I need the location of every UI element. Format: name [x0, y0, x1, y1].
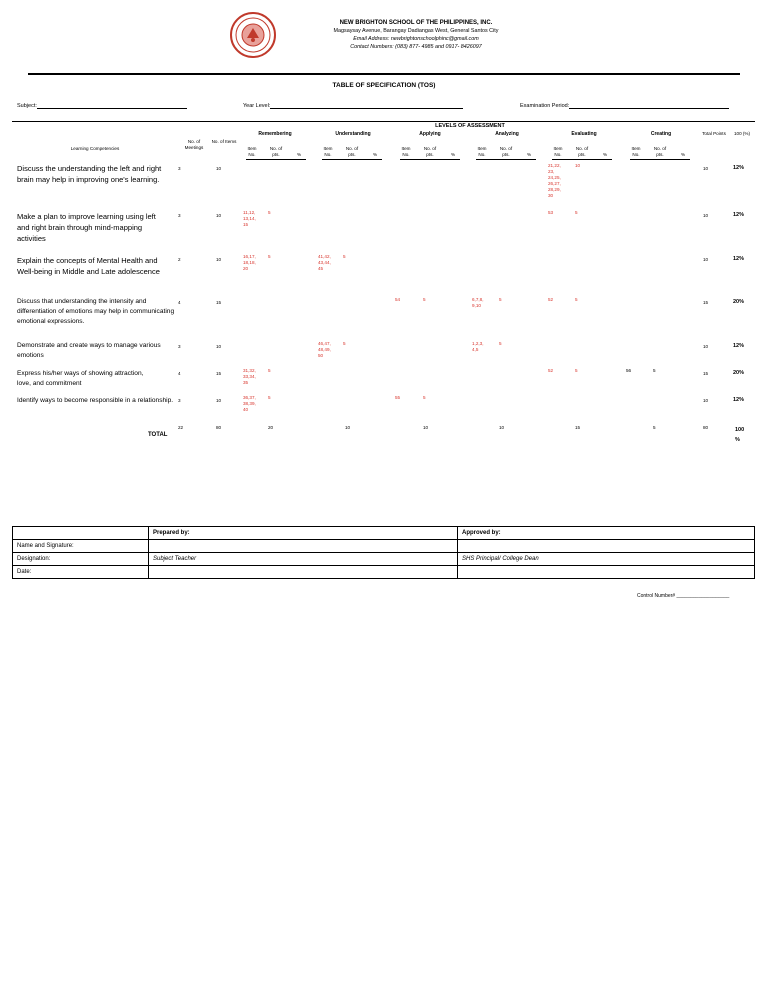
items-cell: 10 [216, 344, 222, 349]
creating-pts-cell: 5 [653, 368, 656, 373]
approved-designation: SHS Principal/ College Dean [458, 553, 755, 566]
competency-6: Express his/her ways of showing attraction, love, and commitment [17, 370, 144, 387]
no-pts-header: No. of pts. [499, 146, 513, 157]
analyzing-item-cell: 1,2,3, 4,5 [472, 341, 484, 352]
sub-header-underline [246, 159, 306, 160]
evaluating-pts-cell: 5 [575, 297, 578, 302]
evaluating-item-cell: 52 [548, 368, 554, 373]
prepared-by-label: Prepared by: [149, 527, 458, 540]
approved-date-field[interactable] [458, 566, 755, 579]
remembering-item-cell: 36,37, 38,39, 40 [243, 395, 256, 412]
total-points-cell: 10 [703, 344, 709, 349]
total-points: 80 [703, 425, 709, 430]
applying-item-cell: 55 [395, 395, 401, 400]
meetings-cell: 3 [178, 398, 181, 403]
levels-of-assessment-header: LEVELS OF ASSESSMENT [435, 123, 505, 129]
evaluating-pts-cell: 5 [575, 368, 578, 373]
creating-item-cell: 56 [626, 368, 632, 373]
year-level-field: Year Level: [243, 102, 463, 109]
total-meetings: 22 [178, 425, 184, 430]
no-pts-header: No. of pts. [653, 146, 667, 157]
applying-item-cell: 54 [395, 297, 401, 302]
items-cell: 10 [216, 257, 222, 262]
total-points-cell: 15 [703, 300, 709, 305]
remembering-item-cell: 31,32, 33,34, 35 [243, 368, 256, 385]
percent-cell: 20% [733, 299, 745, 305]
exam-period-field: Examination Period: [520, 102, 729, 109]
sub-header-underline [552, 159, 612, 160]
prepared-name-field[interactable] [149, 540, 458, 553]
total-evaluating: 15 [575, 425, 581, 430]
items-cell: 10 [216, 213, 222, 218]
analyzing-header: Analyzing [495, 131, 519, 137]
signature-table [12, 526, 755, 579]
remembering-pts-cell: 5 [268, 368, 271, 373]
understanding-item-cell: 41,42, 43,44, 45 [318, 254, 331, 271]
analyzing-pts-cell: 5 [499, 341, 502, 346]
prepared-date-field[interactable] [149, 566, 458, 579]
remembering-item-cell: 16,17, 18,18, 20 [243, 254, 256, 271]
percent-cell: 12% [733, 397, 745, 403]
items-header: No. of Items [211, 139, 237, 144]
evaluating-item-cell: 21,22, 23, 24,25, 26,27, 28,29, 30 [548, 163, 561, 198]
no-pts-header: No. of pts. [269, 146, 283, 157]
percent-cell: 12% [733, 165, 745, 171]
school-seal-icon [230, 12, 276, 58]
pct-header: % [680, 152, 686, 157]
understanding-pts-cell: 5 [343, 254, 346, 259]
meetings-header: No. of Meetings [184, 139, 204, 150]
total-understanding: 10 [345, 425, 351, 430]
understanding-header: Understanding [335, 131, 371, 137]
approved-by-label: Approved by: [458, 527, 755, 540]
sub-header-underline [476, 159, 536, 160]
evaluating-item-cell: 53 [548, 210, 554, 215]
total-remembering: 20 [268, 425, 274, 430]
subject-field: Subject: [17, 102, 187, 109]
remembering-header: Remembering [258, 131, 292, 137]
applying-header: Applying [419, 131, 441, 137]
sub-header-underline [400, 159, 460, 160]
competency-3: Explain the concepts of Mental Health and Well-being in Middle and Late adolescence [17, 256, 160, 276]
meetings-cell: 3 [178, 344, 181, 349]
item-no-header: Item No. [247, 146, 257, 157]
meetings-cell: 2 [178, 257, 181, 262]
no-pts-header: No. of pts. [423, 146, 437, 157]
school-email: Email Address: newbrightonschoolphinc@gmail.com [353, 36, 479, 42]
competency-4: Discuss that understanding the intensity and differentiation of emotions may help in communicating emotional expressions. [17, 298, 175, 325]
evaluating-item-cell: 52 [548, 297, 554, 302]
items-cell: 15 [216, 300, 222, 305]
control-number: Control Number# ___________________ [637, 593, 730, 599]
name-signature-label: Name and Signature: [13, 540, 149, 553]
analyzing-pts-cell: 5 [499, 297, 502, 302]
item-no-header: Item No. [401, 146, 411, 157]
competencies-header: Learning Competencies [70, 146, 120, 151]
prepared-designation: Subject Teacher [149, 553, 458, 566]
meetings-cell: 3 [178, 213, 181, 218]
date-label: Date: [13, 566, 149, 579]
evaluating-pts-cell: 10 [575, 163, 581, 168]
table-top-border [12, 121, 755, 122]
competency-2: Make a plan to improve learning using left and right brain through mind-mapping activities [17, 212, 156, 243]
total-items: 80 [216, 425, 222, 430]
meetings-cell: 4 [178, 371, 181, 376]
applying-pts-cell: 5 [423, 297, 426, 302]
applying-pts-cell: 5 [423, 395, 426, 400]
percent-cell: 12% [733, 256, 745, 262]
sub-header-underline [630, 159, 690, 160]
total-points-cell: 10 [703, 166, 709, 171]
remembering-pts-cell: 5 [268, 395, 271, 400]
no-pts-header: No. of pts. [575, 146, 589, 157]
analyzing-item-cell: 6,7,8, 9,10 [472, 297, 484, 308]
total-points-cell: 10 [703, 213, 709, 218]
item-no-header: Item No. [553, 146, 563, 157]
items-cell: 10 [216, 166, 222, 171]
pct-header: % [526, 152, 532, 157]
percent-cell: 20% [733, 370, 745, 376]
item-no-header: Item No. [631, 146, 641, 157]
header-divider [28, 73, 740, 75]
sub-header-underline [322, 159, 382, 160]
total-percent: 100 % [735, 427, 745, 443]
pct-header: % [296, 152, 302, 157]
evaluating-header: Evaluating [571, 131, 597, 137]
percent-cell: 12% [733, 343, 745, 349]
total-analyzing: 10 [499, 425, 505, 430]
pct-header: % [372, 152, 378, 157]
total-creating: 5 [653, 425, 656, 430]
competency-1: Discuss the understanding the left and right brain may help in improving one's learning. [17, 164, 162, 184]
meetings-cell: 3 [178, 166, 181, 171]
pct-header: % [602, 152, 608, 157]
total-points-header: Total Points [702, 131, 726, 136]
creating-header: Creating [650, 131, 672, 137]
competency-5: Demonstrate and create ways to manage various emotions [17, 342, 161, 359]
total-label: TOTAL [148, 432, 168, 438]
item-no-header: Item No. [323, 146, 333, 157]
no-pts-header: No. of pts. [345, 146, 359, 157]
items-cell: 10 [216, 398, 222, 403]
designation-label: Designation: [13, 553, 149, 566]
page-title: TABLE OF SPECIFICATION (TOS) [332, 82, 436, 89]
total-applying: 10 [423, 425, 429, 430]
item-no-header: Item No. [477, 146, 487, 157]
remembering-pts-cell: 5 [268, 210, 271, 215]
total-points-cell: 10 [703, 398, 709, 403]
understanding-item-cell: 46,47, 48,49, 50 [318, 341, 331, 358]
percent-cell: 12% [733, 212, 745, 218]
hundred-pct-header: 100 (%) [733, 131, 751, 136]
school-contact: Contact Numbers: (083) 877- 4985 and 0917- 8426097 [350, 44, 482, 50]
evaluating-pts-cell: 5 [575, 210, 578, 215]
remembering-item-cell: 11,12, 13,14, 15 [243, 210, 256, 227]
pct-header: % [450, 152, 456, 157]
competency-7: Identify ways to become responsible in a relationship. [17, 397, 174, 404]
meetings-cell: 4 [178, 300, 181, 305]
total-points-cell: 15 [703, 371, 709, 376]
total-points-cell: 10 [703, 257, 709, 262]
approved-name-field[interactable] [458, 540, 755, 553]
school-name: NEW BRIGHTON SCHOOL OF THE PHILIPPINES, INC. [339, 20, 493, 26]
remembering-pts-cell: 5 [268, 254, 271, 259]
school-address: Magsaysay Avenue, Barangay Dadiangas West, General Santos City [333, 28, 499, 34]
items-cell: 15 [216, 371, 222, 376]
understanding-pts-cell: 5 [343, 341, 346, 346]
